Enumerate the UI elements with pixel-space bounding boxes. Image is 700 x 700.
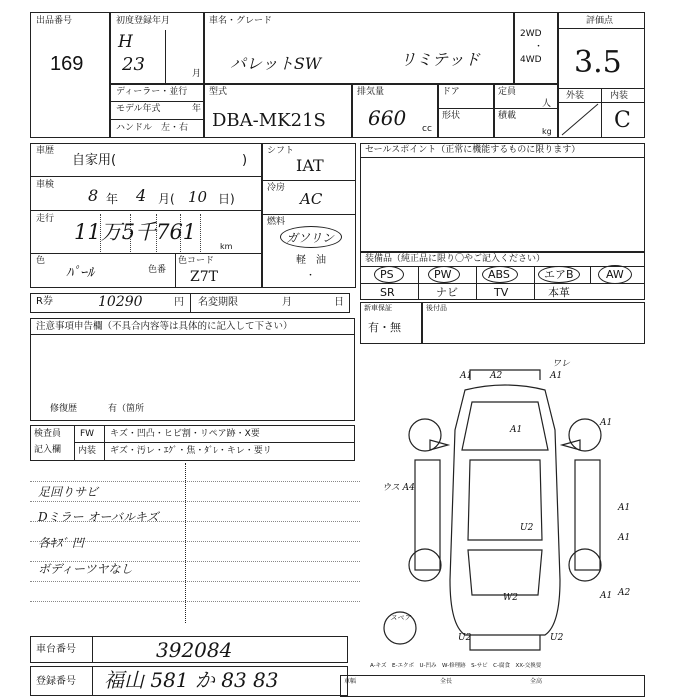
equip-aw-circle bbox=[598, 265, 632, 284]
warranty-label: 新車保証 bbox=[364, 304, 392, 312]
model-code: DBA-MK21S bbox=[212, 110, 326, 131]
fuel-light-oil: 軽 油 bbox=[296, 255, 326, 266]
aircon-label: 冷房 bbox=[267, 183, 286, 193]
auction-sheet: 出品番号 169 初度登録年月 H 23 月 車名・グレード パレットSW リミテッド 2WD ・ 4WD 評価点 3.5 外装 内装 C ディーラー・並行 モデル年式 年 ハンドル 左・右 型式 DBA-MK21S 排気量 660 cc ドア 形状 定員 人 積載 kg 車歴 自家用( ) 車検 8 年 4 月( 10 日) 走行 11万5千761 km 色 ﾊﾟｰﾙ 色番 色コード Z7T シフト IAT 冷房 AC 燃料 ガソリン 軽 油 ・ セールスポイント（正常に機能するものに限ります） 装備品（純正品に限り〇やご記入ください） PS PW ABS エアB AW SR ナビ TV 本革 新車保証 有・無 後付品 R券 10290 円 名変期限 月 日 注意事項申告欄（不具合内容等は具体的に記入して下さい） 修復歴 有（箇所 検査員 記入欄 FW キズ・凹凸・ヒビ割・リペア跡・X要 内装 ギズ・汚レ・ｴｸﾞ・焦・ﾀﾞﾚ・キレ・要リ 足回りサビ Dミラー オーバルキズ 各ｷｽﾞ 凹 ボディーツヤなし 車台番号 392084 登録番号 福山 581 か 83 83 A-キズ E-エクボ U-凹み W-修理跡 S-サビ C-腐食 XX-交換要 車幅 全長 全高 A1 A2 A1 ワレ A1 A1 A1 ウス A4 A1 A2 U2 W2 A1 U2 U2 スペア bbox=[0, 0, 700, 700]
shift-label: シフト bbox=[267, 146, 295, 156]
capacity-label: 定員 bbox=[498, 87, 517, 97]
year-value: 23 bbox=[122, 54, 145, 75]
kg-unit: kg bbox=[542, 127, 552, 136]
repair-value: 有（箇所 bbox=[108, 404, 145, 414]
mark-7: A1 bbox=[618, 503, 631, 513]
mark-10: A2 bbox=[618, 588, 631, 598]
mark-4: ワレ bbox=[552, 359, 571, 369]
lot-number-box bbox=[30, 12, 110, 138]
inspection-day: 10 bbox=[188, 188, 208, 206]
equip-pw-circle bbox=[428, 266, 460, 283]
mark-13: A1 bbox=[600, 591, 613, 601]
equip-pw: PW bbox=[434, 268, 452, 281]
score-value: 3.5 bbox=[574, 45, 622, 80]
sales-point-label: セールスポイント（正常に機能するものに限ります） bbox=[365, 145, 581, 155]
yen-unit: 円 bbox=[174, 297, 184, 308]
car-damage-diagram bbox=[360, 350, 650, 660]
inspection-month-unit: 月( bbox=[158, 192, 175, 206]
sales-point-box bbox=[360, 143, 645, 252]
name-change-month: 月 bbox=[282, 297, 292, 308]
drive-2wd: 2WD bbox=[520, 29, 542, 39]
remark-3: 各ｷｽﾞ 凹 bbox=[38, 536, 84, 550]
mark-8: ウス A4 bbox=[382, 483, 415, 493]
grade: リミテッド bbox=[400, 50, 481, 69]
plate-label: 登録番号 bbox=[36, 676, 76, 687]
recycle-value: 10290 bbox=[98, 294, 143, 310]
plate-value: 福山 581 か 83 83 bbox=[104, 668, 279, 692]
mark-5: A1 bbox=[510, 425, 523, 435]
later-parts-box bbox=[422, 302, 645, 344]
cc-unit: cc bbox=[422, 124, 432, 134]
equip-abs-circle bbox=[482, 266, 518, 283]
remark-4: ボディーツヤなし bbox=[38, 562, 133, 576]
interior-score: C bbox=[614, 108, 631, 133]
inspector-label: 検査員 bbox=[34, 429, 62, 439]
lot-number-label: 出品番号 bbox=[36, 16, 73, 26]
mark-6: A1 bbox=[600, 418, 613, 428]
color-value: ﾊﾟｰﾙ bbox=[66, 265, 94, 281]
shift-value: IAT bbox=[296, 156, 324, 175]
mark-15: U2 bbox=[550, 633, 564, 643]
car-name-label: 車名・グレード bbox=[209, 16, 273, 26]
lot-number: 169 bbox=[50, 53, 84, 75]
color-code: Z7T bbox=[190, 269, 218, 285]
load-label: 積載 bbox=[498, 111, 517, 121]
handle-label: ハンドル 左・右 bbox=[116, 123, 189, 133]
model-year-unit: 年 bbox=[192, 104, 202, 114]
exterior-score-slash bbox=[560, 102, 600, 137]
name-change-label: 名変期限 bbox=[198, 297, 238, 308]
score-label: 評価点 bbox=[586, 16, 614, 26]
mileage-label: 走行 bbox=[36, 214, 55, 224]
mark-3: A1 bbox=[550, 371, 563, 381]
entry-label: 記入欄 bbox=[34, 445, 62, 455]
model-label: 型式 bbox=[209, 87, 228, 97]
interior-entry-label: 内装 bbox=[78, 446, 97, 456]
first-registration-label: 初度登録年月 bbox=[116, 16, 171, 26]
fuel-circle bbox=[280, 226, 342, 248]
chassis-value: 392084 bbox=[156, 638, 233, 662]
history-box bbox=[30, 143, 262, 288]
fuel-label: 燃料 bbox=[267, 217, 286, 227]
fuel-value: ガソリン bbox=[286, 231, 335, 245]
mark-14: U2 bbox=[458, 633, 472, 643]
exterior-label: 外装 bbox=[566, 91, 585, 101]
width-label: 車幅 bbox=[344, 678, 357, 685]
color-number-label: 色番 bbox=[148, 265, 167, 275]
inspection-year-unit: 年 bbox=[106, 192, 119, 206]
interior-label: 内装 bbox=[610, 91, 629, 101]
mark-11: U2 bbox=[520, 523, 534, 533]
recycle-label: R券 bbox=[36, 296, 53, 307]
repair-label: 修復歴 bbox=[50, 404, 78, 414]
usage-label: 車歴 bbox=[36, 146, 55, 156]
door-label: ドア bbox=[442, 87, 460, 97]
equip-aw: AW bbox=[606, 268, 624, 281]
mileage-value: 11万5千761 bbox=[74, 220, 197, 244]
color-code-label: 色コード bbox=[178, 256, 215, 266]
equip-ps-circle bbox=[374, 266, 404, 283]
mark-2: A2 bbox=[490, 371, 503, 381]
km-unit: km bbox=[220, 242, 233, 251]
inspection-year: 8 bbox=[88, 186, 99, 205]
color-label: 色 bbox=[36, 256, 46, 266]
usage-value: 自家用( bbox=[72, 153, 117, 168]
displacement-label: 排気量 bbox=[357, 87, 385, 97]
warranty-options: 有・無 bbox=[368, 321, 401, 334]
inspection-day-unit: 日) bbox=[218, 192, 235, 206]
mark-12: W2 bbox=[503, 593, 518, 603]
interior-items: ギズ・汚レ・ｴｸﾞ・焦・ﾀﾞﾚ・キレ・要リ bbox=[110, 446, 272, 456]
length-label: 全長 bbox=[440, 678, 453, 685]
month-unit: 月 bbox=[192, 69, 202, 79]
fuel-sub: ・ bbox=[306, 271, 316, 281]
height-label: 全高 bbox=[530, 678, 543, 685]
spare-label: スペア bbox=[390, 614, 411, 622]
later-parts-label: 後付品 bbox=[426, 304, 447, 312]
remark-2: Dミラー オーバルキズ bbox=[38, 510, 159, 524]
fw-label: FW bbox=[80, 429, 95, 439]
damage-legend: A-キズ E-エクボ U-凹み W-修理跡 S-サビ C-腐食 XX-交換要 bbox=[370, 663, 542, 669]
inspection-label: 車検 bbox=[36, 180, 55, 190]
dimension-box bbox=[340, 675, 645, 697]
inspection-month: 4 bbox=[136, 186, 147, 205]
shape-label: 形状 bbox=[442, 111, 461, 121]
equipment-label: 装備品（純正品に限り〇やご記入ください） bbox=[365, 254, 546, 264]
usage-close: ) bbox=[242, 153, 248, 168]
notes-title: 注意事項申告欄（不具合内容等は具体的に記入して下さい） bbox=[36, 321, 293, 332]
equip-ps: PS bbox=[380, 268, 394, 281]
mark-9: A1 bbox=[618, 533, 631, 543]
dealer-label: ディーラー・並行 bbox=[116, 87, 188, 97]
equip-airbag-circle bbox=[538, 266, 580, 283]
mark-1: A1 bbox=[460, 371, 473, 381]
equip-sr: SR bbox=[380, 286, 395, 299]
person-unit: 人 bbox=[542, 99, 552, 109]
fw-items: キズ・凹凸・ヒビ割・リペア跡・X要 bbox=[110, 429, 260, 439]
drive-4wd: 4WD bbox=[520, 55, 542, 65]
model-year-label: モデル年式 bbox=[116, 104, 161, 114]
equip-abs: ABS bbox=[488, 268, 510, 281]
aircon-value: AC bbox=[300, 190, 323, 208]
displacement-value: 660 bbox=[368, 106, 407, 130]
equip-airbag: エアB bbox=[544, 268, 574, 281]
name-change-day: 日 bbox=[334, 297, 344, 308]
chassis-label: 車台番号 bbox=[36, 644, 76, 655]
equip-navi: ナビ bbox=[436, 286, 458, 299]
era-value: H bbox=[118, 32, 133, 52]
remark-1: 足回りサビ bbox=[38, 485, 99, 499]
equip-leather: 本革 bbox=[548, 286, 570, 299]
equip-tv: TV bbox=[494, 286, 509, 299]
car-name: パレットSW bbox=[230, 54, 322, 73]
